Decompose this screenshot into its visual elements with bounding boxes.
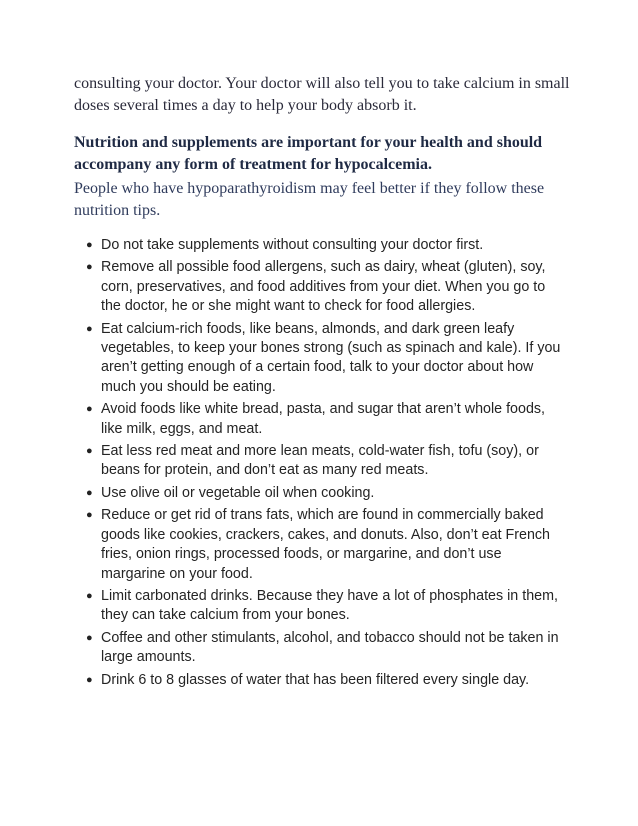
intro-paragraph: consulting your doctor. Your doctor will also tell you to take calcium in small doses several times a day to help your body absorb it. <box>74 75 570 114</box>
list-item <box>84 587 564 626</box>
list-item <box>84 506 564 584</box>
lead-paragraph: People who have hypoparathyroidism may feel better if they follow these nutrition tips. <box>74 180 545 219</box>
bullet-icon: ● <box>86 631 93 644</box>
list-item-text: Reduce or get rid of trans fats, which are found in commercially baked goods like cookies, crackers, cakes, and donuts. Also, don’t eat French fries, onion rings, processed foods, or margarine, and don’t use margarine on your food. <box>101 507 551 582</box>
list-item <box>84 629 564 668</box>
list-item-text: Do not take supplements without consulting your doctor first. <box>101 237 484 253</box>
bullet-icon: ● <box>86 673 93 686</box>
list-item-text: Remove all possible food allergens, such as dairy, wheat (gluten), soy, corn, preservatives, and food additives from your diet. When you go to the doctor, he or she might want to check for food allergies. <box>101 259 546 315</box>
list-item-text: Coffee and other stimulants, alcohol, and tobacco should not be taken in large amounts. <box>101 629 559 666</box>
list-item-text: Eat less red meat and more lean meats, cold-water fish, tofu (soy), or beans for protein, and don’t eat as many red meats. <box>101 443 539 479</box>
list-item-text: Drink 6 to 8 glasses of water that has been filtered every single day. <box>101 671 530 688</box>
nutrition-tips-list <box>84 236 564 693</box>
bullet-icon: ● <box>86 445 93 458</box>
bullet-icon: ● <box>86 403 93 416</box>
list-item-text: Limit carbonated drinks. Because they have a lot of phosphates in them, they can take calcium from your bones. <box>101 587 558 624</box>
bullet-icon: ● <box>86 239 93 251</box>
bullet-icon: ● <box>86 589 93 602</box>
list-item-text: Eat calcium-rich foods, like beans, almonds, and dark green leafy vegetables, to keep your bones strong (such as spinach and kale). If you aren’t getting enough of a certain food, talk to your doctor about how much you should be eating. <box>101 320 561 395</box>
list-item <box>84 236 564 255</box>
list-item <box>84 484 564 503</box>
list-item-text: Use olive oil or vegetable oil when cooking. <box>101 484 375 501</box>
list-item <box>84 320 564 398</box>
list-item <box>84 258 564 316</box>
list-item <box>84 442 564 481</box>
section-heading: Nutrition and supplements are important for your health and should accompany any form of treatment for hypocalcemia. <box>74 134 543 173</box>
bullet-icon: ● <box>86 261 93 274</box>
bullet-icon: ● <box>86 486 93 499</box>
bullet-icon: ● <box>86 322 93 335</box>
bullet-icon: ● <box>86 509 93 522</box>
list-item <box>84 671 564 690</box>
list-item <box>84 400 564 439</box>
list-item-text: Avoid foods like white bread, pasta, and sugar that aren’t whole foods, like milk, eggs, and meat. <box>101 401 546 437</box>
